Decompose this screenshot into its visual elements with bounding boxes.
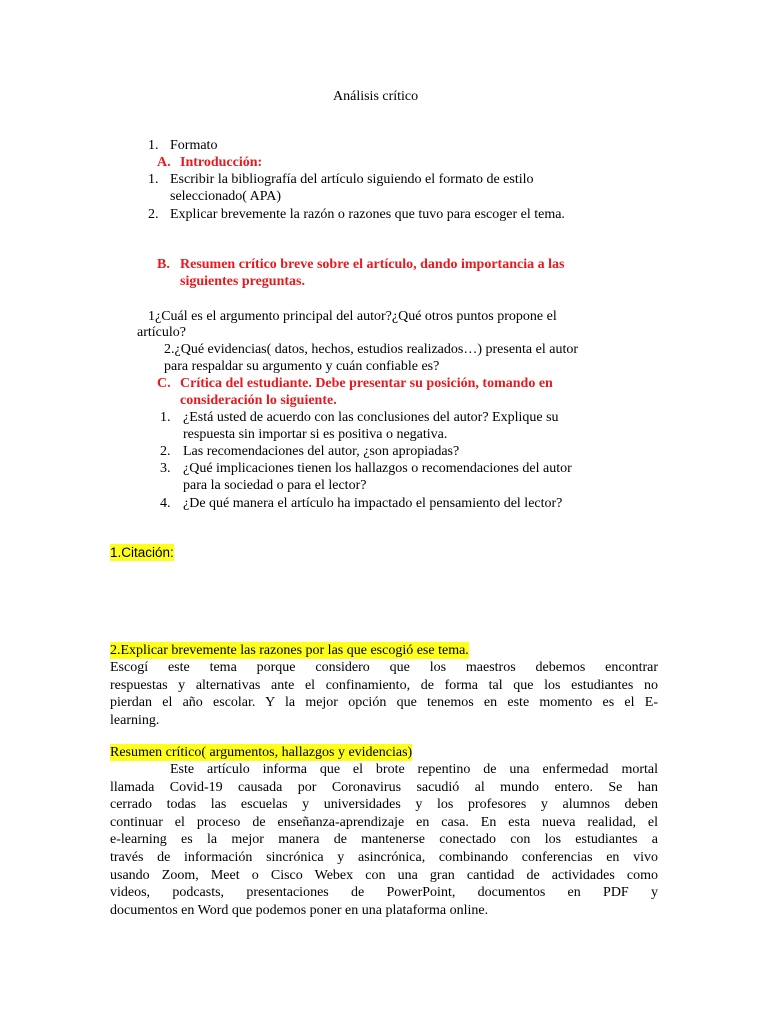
summary-paragraph: [110, 761, 658, 919]
list-item-text: seleccionado( APA): [170, 189, 282, 204]
section-b-heading: siguientes preguntas.: [180, 274, 305, 289]
list-item-text: ¿De qué manera el artículo ha impactado el pensamiento del lector?: [183, 496, 563, 511]
list-item-text: ¿Está usted de acuerdo con las conclusiones del autor? Explique su: [183, 410, 559, 425]
list-item-text: ¿Qué implicaciones tienen los hallazgos o recomendaciones del autor: [183, 461, 572, 476]
section-c-heading: Crítica del estudiante. Debe presentar su posición, tomando en: [180, 376, 553, 391]
section-a-letter: A.: [157, 155, 171, 170]
section-b-letter: B.: [157, 257, 170, 272]
paragraph-line: Escogí este tema porque considero que los maestros debemos encontrar: [110, 660, 658, 675]
paragraph-line: learning.: [110, 712, 160, 728]
list-item-text: Explicar brevemente la razón o razones que tuvo para escoger el tema.: [170, 207, 565, 222]
reason-paragraph: [110, 659, 658, 729]
paragraph-line: documentos en Word que podemos poner en una plataforma online.: [110, 902, 489, 918]
paragraph-line: respuestas y alternativas ante el confinamiento, de forma tal que los estudiantes no: [110, 677, 658, 693]
list-item-text: Las recomendaciones del autor, ¿son apropiadas?: [183, 444, 460, 459]
paragraph-line: usando Zoom, Meet o Cisco Webex con una gran cantidad de actividades como: [110, 867, 658, 883]
list-item-number: 4.: [160, 496, 171, 511]
list-item-text: para la sociedad o para el lector?: [183, 478, 367, 493]
list-item-number: 2.: [148, 207, 159, 222]
outline-item-number: 1.: [148, 138, 159, 153]
list-item-text: Escribir la bibliografía del artículo siguiendo el formato de estilo: [170, 172, 534, 187]
citation-heading: 1.Citación:: [110, 545, 174, 560]
paragraph-line: través de información sincrónica y asincrónica, combinando conferencias en vivo: [110, 849, 658, 865]
section-c-heading: consideración lo siguiente.: [180, 393, 337, 408]
paragraph-line: videos, podcasts, presentaciones de PowerPoint, documentos en PDF y: [110, 885, 658, 901]
outline-item-text: Formato: [170, 138, 218, 153]
summary-heading: Resumen crítico( argumentos, hallazgos y evidencias): [110, 745, 413, 760]
question-text: para respaldar su argumento y cuán confiable es?: [164, 359, 440, 374]
question-text: artículo?: [137, 325, 186, 340]
reason-heading: 2.Explicar brevemente las razones por las que escogió ese tema.: [110, 643, 469, 658]
section-c-letter: C.: [157, 376, 171, 391]
paragraph-line: llamada Covid-19 causada por Coronavirus sacudió al mundo entero. Se han: [110, 779, 658, 795]
question-text: 1¿Cuál es el argumento principal del autor?¿Qué otros puntos propone el: [148, 309, 557, 324]
paragraph-line: continuar el proceso de enseñanza-aprendizaje en casa. En esta nueva realidad, el: [110, 814, 658, 830]
list-item-number: 1.: [160, 410, 171, 425]
list-item-number: 1.: [148, 172, 159, 187]
paragraph-line: Este artículo informa que el brote repentino de una enfermedad mortal: [170, 762, 658, 777]
list-item-number: 2.: [160, 444, 171, 459]
list-item-number: 3.: [160, 461, 171, 476]
section-b-heading: Resumen crítico breve sobre el artículo, dando importancia a las: [180, 257, 565, 272]
paragraph-line: e-learning es la mejor manera de mantenerse conectado con los estudiantes a: [110, 832, 658, 848]
page-title: Análisis crítico: [333, 89, 419, 104]
paragraph-line: cerrado todas las escuelas y universidades y los profesores y alumnos deben: [110, 797, 658, 813]
question-text: 2.¿Qué evidencias( datos, hechos, estudios realizados…) presenta el autor: [164, 342, 579, 357]
list-item-text: respuesta sin importar si es positiva o negativa.: [183, 427, 448, 442]
paragraph-line: pierdan el año escolar. Y la mejor opción que tenemos en este momento es el E-: [110, 695, 658, 711]
section-a-heading: Introducción:: [180, 155, 263, 170]
